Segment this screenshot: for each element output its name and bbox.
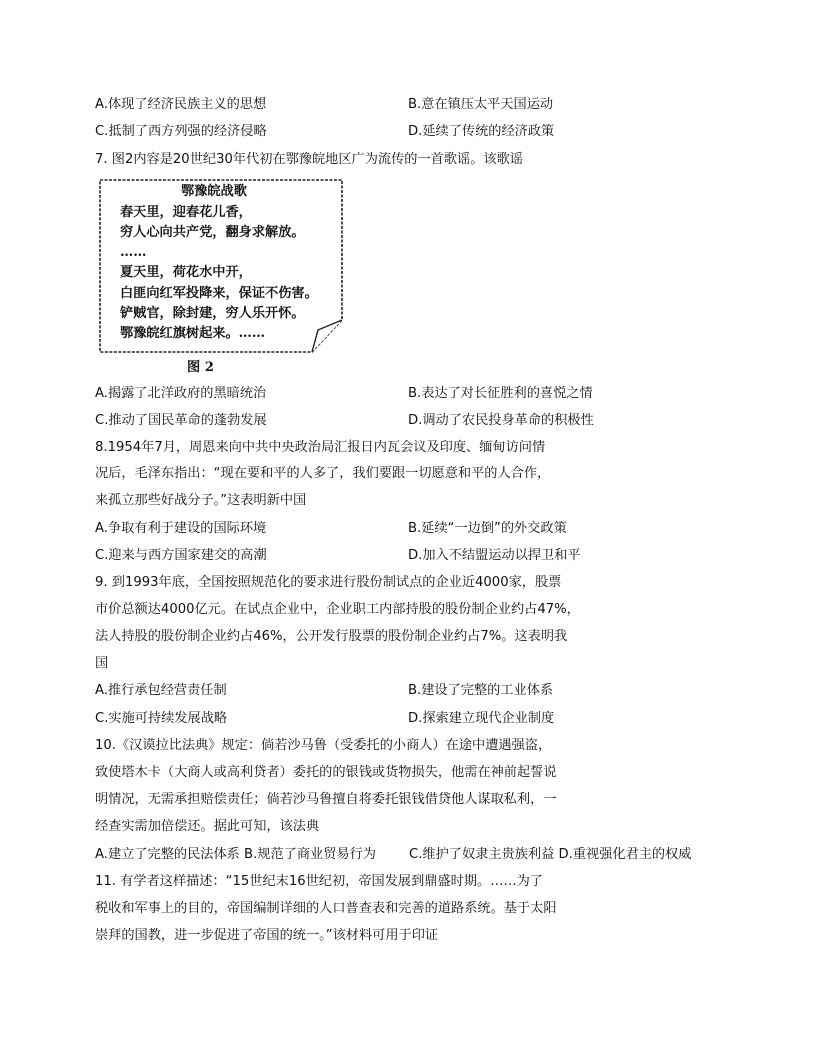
ballad-line: 春天里，迎春花儿香，: [120, 205, 252, 220]
q9-option-a: A.推行承包经营责任制: [95, 683, 227, 698]
ballad-title: 鄂豫皖战歌: [181, 184, 247, 199]
q10-options-cd: C.维护了奴隶主贵族利益 D.重视强化君主的权威: [409, 847, 692, 862]
q9-stem-line: 法人持股的股份制企业约占46%，公开发行股票的股份制企业约占7%。这表明我: [95, 629, 568, 644]
q6-option-a: A.体现了经济民族主义的思想: [95, 97, 267, 112]
q11-stem-line: 11. 有学者这样描述：“15世纪末16世纪初，帝国发展到鼎盛时期。……为了: [95, 874, 543, 889]
q7-option-b: B.表达了对长征胜利的喜悦之情: [408, 386, 593, 401]
q7-stem: 7. 图2内容是20世纪30年代初在鄂豫皖地区广为流传的一首歌谣。该歌谣: [95, 152, 523, 167]
ballad-line: ……: [120, 245, 147, 260]
q9-stem-line: 市价总额达4000亿元。在试点企业中，企业职工内部持股的股份制企业约占47%，: [95, 602, 580, 617]
q6-option-c: C.抵制了西方列强的经济侵略: [95, 124, 267, 139]
q10-options-ab: A.建立了完整的民法体系 B.规范了商业贸易行为: [95, 847, 376, 862]
figure-caption: 图 2: [187, 360, 214, 375]
q6-option-b: B.意在镇压太平天国运动: [408, 97, 554, 112]
q6-option-d: D.延续了传统的经济政策: [408, 124, 555, 139]
q7-option-c: C.推动了国民革命的蓬勃发展: [95, 413, 267, 428]
q8-stem-line: 况后，毛泽东指出：“现在要和平的人多了，我们要跟一切愿意和平的人合作，: [95, 466, 551, 481]
ballad-line: 夏天里，荷花水中开，: [120, 265, 252, 280]
ballad-line: 铲贼官，除封建，穷人乐开怀。: [120, 306, 305, 321]
q10-stem-line: 经查实需加倍偿还。据此可知，该法典: [95, 819, 320, 834]
q10-stem-line: 致使塔木卡（大商人或高利贷者）委托的的银钱或货物损失，他需在神前起誓说: [95, 765, 557, 780]
ballad-line: 穷人心向共产党，翻身求解放。: [120, 225, 305, 240]
q9-option-d: D.探索建立现代企业制度: [408, 711, 555, 726]
q9-stem-line: 国: [95, 656, 109, 671]
q8-option-b: B.延续“一边倒”的外交政策: [408, 521, 567, 536]
q10-stem-line: 10.《汉谟拉比法典》规定：倘若沙马鲁（受委托的小商人）在途中遭遇强盗，: [95, 738, 552, 753]
ballad-line: 鄂豫皖红旗树起来。……: [120, 326, 266, 341]
q8-option-c: C.迎来与西方国家建交的高潮: [95, 548, 267, 563]
ballad-text: [98, 178, 345, 355]
q11-stem-line: 崇拜的国教，进一步促进了帝国的统一。”该材料可用于印证: [95, 928, 439, 943]
q7-option-d: D.调动了农民投身革命的积极性: [408, 413, 594, 428]
q9-stem-line: 9. 到1993年底，全国按照规范化的要求进行股份制试点的企业近4000家，股票: [95, 575, 562, 590]
q9-option-c: C.实施可持续发展战略: [95, 711, 228, 726]
q8-option-a: A.争取有利于建设的国际环境: [95, 521, 267, 536]
q8-option-d: D.加入不结盟运动以捍卫和平: [408, 548, 581, 563]
q9-option-b: B.建设了完整的工业体系: [408, 683, 554, 698]
q7-option-a: A.揭露了北洋政府的黑暗统治: [95, 386, 267, 401]
q8-stem-line: 来孤立那些好战分子。”这表明新中国: [95, 493, 307, 508]
q7-figure-ballad: [98, 178, 345, 355]
ballad-line: 白匪向红军投降来，保证不伤害。: [120, 286, 318, 301]
q11-stem-line: 税收和军事上的目的，帝国编制详细的人口普查表和完善的道路系统。基于太阳: [95, 901, 557, 916]
q8-stem-line: 8.1954年7月，周恩来向中共中央政治局汇报日内瓦会议及印度、缅甸访问情: [95, 440, 546, 455]
q10-stem-line: 明情况，无需承担赔偿责任；倘若沙马鲁擅自将委托银钱借贷他人谋取私利，一: [95, 792, 557, 807]
